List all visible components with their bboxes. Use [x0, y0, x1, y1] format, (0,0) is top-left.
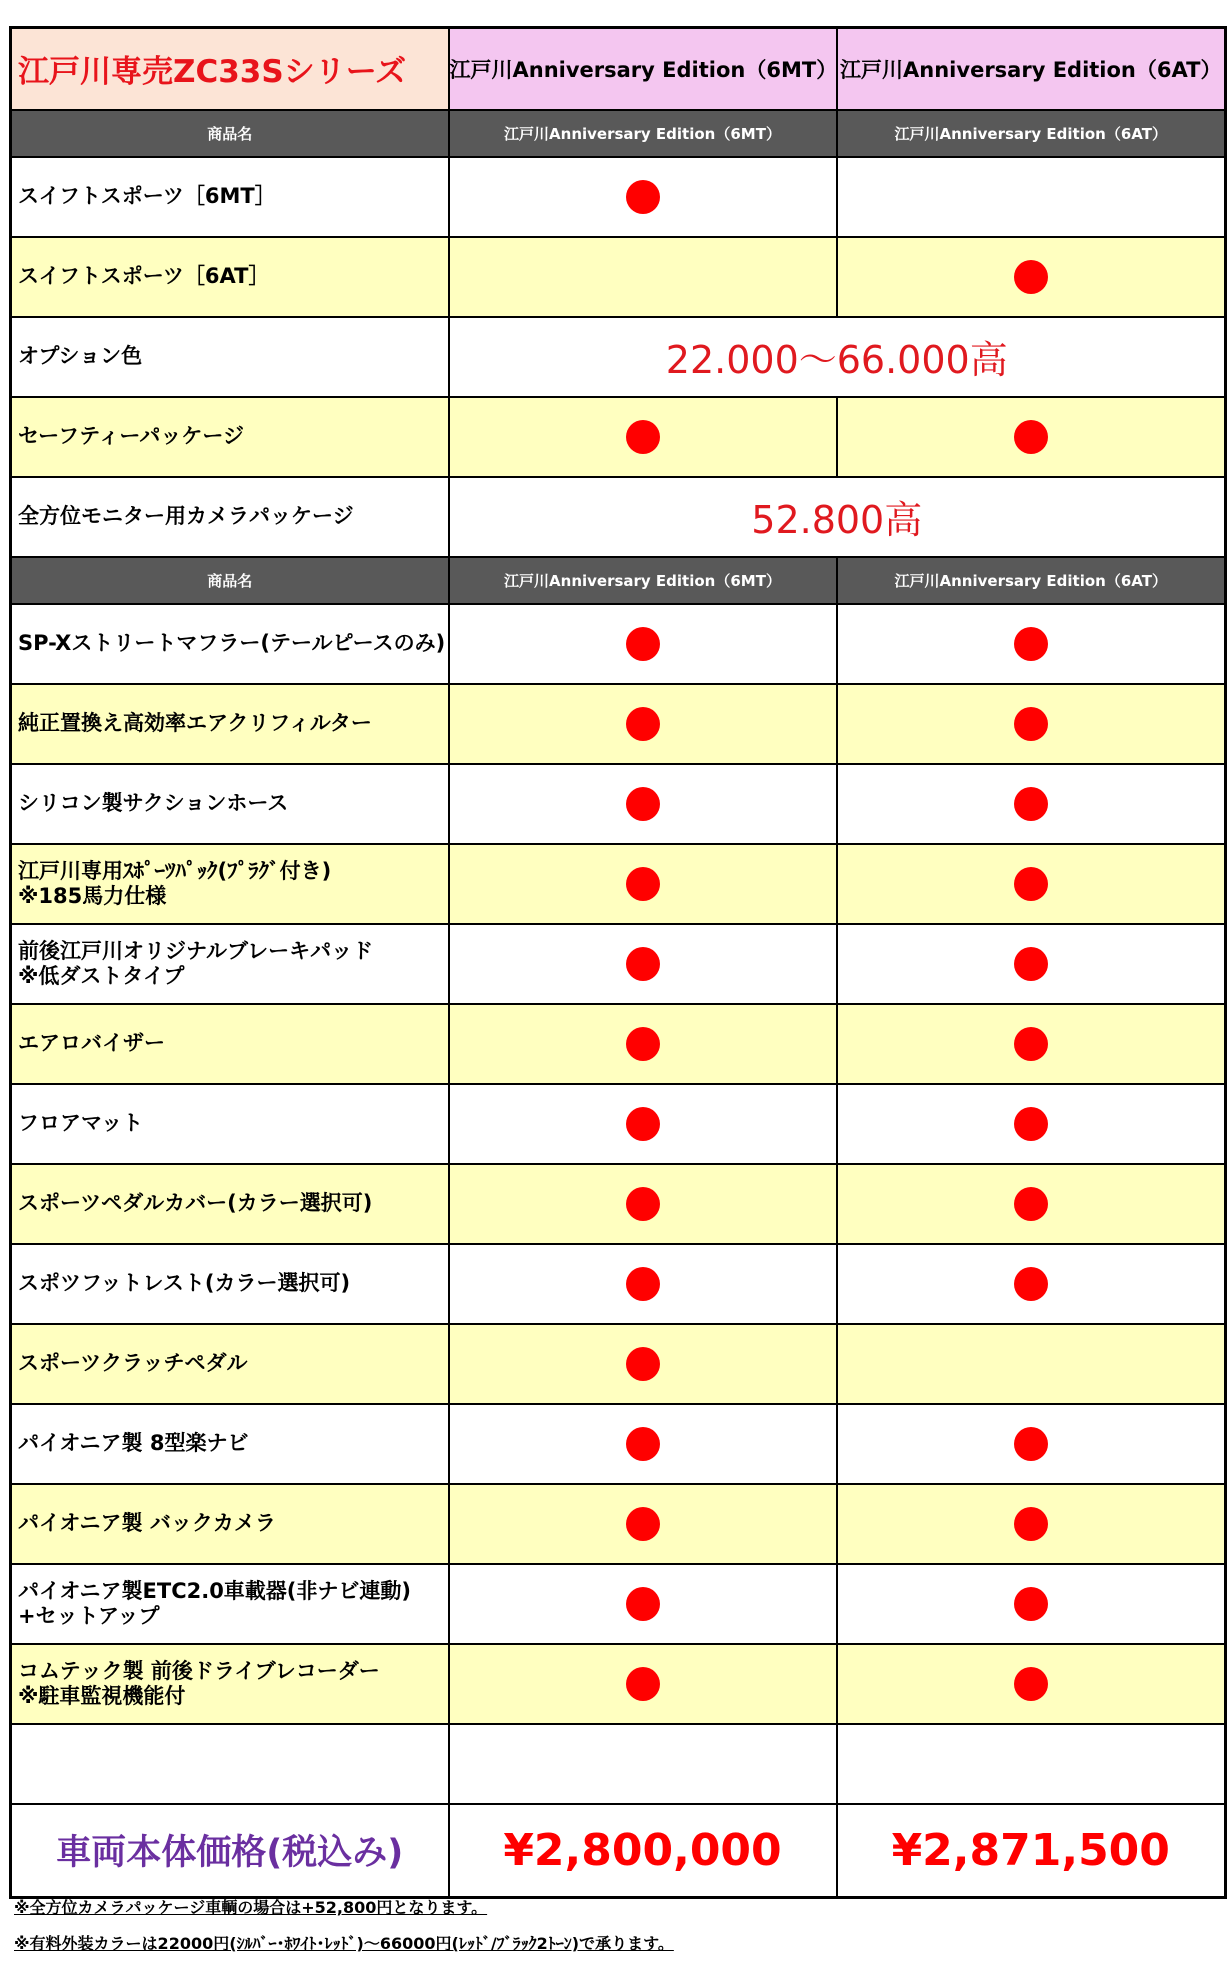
item-label: 前後江戸川オリジナルブレーキパッド ※低ダストタイプ — [11, 924, 449, 1004]
item-label: セーフティーパッケージ — [11, 397, 449, 477]
item-label: パイオニア製ETC2.0車載器(非ナビ連動) +セットアップ — [11, 1564, 449, 1644]
included-mark-icon — [626, 627, 660, 661]
cell-6mt — [449, 1564, 837, 1644]
item-label: コムテック製 前後ドライブレコーダー ※駐車監視機能付 — [11, 1644, 449, 1724]
included-mark-icon — [1014, 627, 1048, 661]
table-row — [11, 1404, 1226, 1484]
included-mark-icon — [1014, 260, 1048, 294]
item-label: スポーツクラッチペダル — [11, 1324, 449, 1404]
included-mark-icon — [626, 180, 660, 214]
included-mark-icon — [626, 420, 660, 454]
cell-6mt — [449, 1084, 837, 1164]
included-mark-icon — [1014, 1187, 1048, 1221]
cell-6mt — [449, 924, 837, 1004]
cell-6mt — [449, 1004, 837, 1084]
cell-6mt — [449, 1164, 837, 1244]
cell-6at — [837, 684, 1226, 764]
table-row — [11, 157, 1226, 237]
cell-6mt — [449, 1484, 837, 1564]
price-6mt: ¥2,800,000 — [449, 1804, 837, 1898]
cell-6mt — [449, 1644, 837, 1724]
included-mark-icon — [626, 1427, 660, 1461]
included-mark-icon — [626, 1507, 660, 1541]
table-row — [11, 397, 1226, 477]
cell-6at — [837, 604, 1226, 684]
note-paid-color: ※有料外装カラーは22000円(ｼﾙﾊﾞｰ･ﾎﾜｲﾄ･ﾚｯﾄﾞ)～66000円(ﾚｯﾄﾞ/ﾌﾞﾗｯｸ2ﾄｰﾝ)で承ります。 — [14, 1934, 674, 1953]
column-header-row — [11, 557, 1226, 604]
cell-6at — [837, 924, 1226, 1004]
column-header-6at: 江戸川Anniversary Edition（6AT） — [837, 557, 1226, 604]
item-label: スポツフットレスト(カラー選択可) — [11, 1244, 449, 1324]
price-row — [11, 1804, 1226, 1898]
table-row — [11, 924, 1226, 1004]
included-mark-icon — [626, 707, 660, 741]
included-mark-icon — [626, 1187, 660, 1221]
cell-6mt — [449, 1724, 837, 1804]
included-mark-icon — [1014, 1267, 1048, 1301]
included-mark-icon — [1014, 787, 1048, 821]
included-mark-icon — [626, 1667, 660, 1701]
table-row — [11, 1644, 1226, 1724]
included-mark-icon — [1014, 1427, 1048, 1461]
included-mark-icon — [1014, 1027, 1048, 1061]
table-row — [11, 1484, 1226, 1564]
cell-6at — [837, 1084, 1226, 1164]
item-label: 純正置換え高効率エアクリフィルター — [11, 684, 449, 764]
item-label: スイフトスポーツ［6AT］ — [11, 237, 449, 317]
price-note-value: 22.000～66.000高 — [449, 317, 1226, 397]
table-row — [11, 1564, 1226, 1644]
note-camera-package: ※全方位カメラパッケージ車輌の場合は+52,800円となります。 — [14, 1898, 488, 1917]
included-mark-icon — [1014, 1507, 1048, 1541]
cell-6at — [837, 1564, 1226, 1644]
item-label: パイオニア製 バックカメラ — [11, 1484, 449, 1564]
spec-table-body — [11, 28, 1226, 1898]
included-mark-icon — [626, 1587, 660, 1621]
included-mark-icon — [626, 1027, 660, 1061]
included-mark-icon — [1014, 947, 1048, 981]
column-header-item: 商品名 — [11, 557, 449, 604]
table-row — [11, 477, 1226, 557]
cell-6mt — [449, 684, 837, 764]
cell-6at — [837, 1404, 1226, 1484]
cell-6mt — [449, 844, 837, 924]
cell-6at — [837, 1164, 1226, 1244]
included-mark-icon — [1014, 1587, 1048, 1621]
table-row — [11, 1164, 1226, 1244]
item-label — [11, 1724, 449, 1804]
cell-6at — [837, 237, 1226, 317]
column-header-6at: 江戸川Anniversary Edition（6AT） — [837, 110, 1226, 157]
table-row — [11, 1004, 1226, 1084]
cell-6mt — [449, 157, 837, 237]
spec-table — [9, 26, 1227, 1899]
cell-6at — [837, 397, 1226, 477]
table-row — [11, 1724, 1226, 1804]
table-row — [11, 684, 1226, 764]
table-row — [11, 764, 1226, 844]
table-row — [11, 237, 1226, 317]
included-mark-icon — [626, 787, 660, 821]
column-header-item: 商品名 — [11, 110, 449, 157]
table-row — [11, 1324, 1226, 1404]
item-label: 全方位モニター用カメラパッケージ — [11, 477, 449, 557]
item-label: SP-Xストリートマフラー(テールピースのみ) — [11, 604, 449, 684]
cell-6mt — [449, 397, 837, 477]
included-mark-icon — [1014, 867, 1048, 901]
item-label: エアロバイザー — [11, 1004, 449, 1084]
table-row — [11, 317, 1226, 397]
item-label: 江戸川専用ｽﾎﾟｰﾂﾊﾟｯｸ(ﾌﾟﾗｸﾞ付き) ※185馬力仕様 — [11, 844, 449, 924]
cell-6at — [837, 1324, 1226, 1404]
cell-6at — [837, 1004, 1226, 1084]
cell-6at — [837, 764, 1226, 844]
column-header-row — [11, 110, 1226, 157]
included-mark-icon — [1014, 1667, 1048, 1701]
included-mark-icon — [1014, 707, 1048, 741]
cell-6at — [837, 1484, 1226, 1564]
cell-6mt — [449, 1324, 837, 1404]
title-row — [11, 28, 1226, 110]
item-label: パイオニア製 8型楽ナビ — [11, 1404, 449, 1484]
top-header-6mt: 江戸川Anniversary Edition（6MT） — [449, 28, 837, 110]
cell-6at — [837, 1644, 1226, 1724]
included-mark-icon — [626, 1347, 660, 1381]
item-label: スイフトスポーツ［6MT］ — [11, 157, 449, 237]
included-mark-icon — [626, 1267, 660, 1301]
cell-6mt — [449, 1244, 837, 1324]
column-header-6mt: 江戸川Anniversary Edition（6MT） — [449, 110, 837, 157]
table-row — [11, 844, 1226, 924]
column-header-6mt: 江戸川Anniversary Edition（6MT） — [449, 557, 837, 604]
item-label: オプション色 — [11, 317, 449, 397]
cell-6at — [837, 1244, 1226, 1324]
cell-6mt — [449, 604, 837, 684]
item-label: フロアマット — [11, 1084, 449, 1164]
cell-6at — [837, 844, 1226, 924]
item-label: シリコン製サクションホース — [11, 764, 449, 844]
top-header-6at: 江戸川Anniversary Edition（6AT） — [837, 28, 1226, 110]
cell-6at — [837, 1724, 1226, 1804]
included-mark-icon — [1014, 420, 1048, 454]
cell-6mt — [449, 764, 837, 844]
included-mark-icon — [626, 1107, 660, 1141]
cell-6mt — [449, 1404, 837, 1484]
included-mark-icon — [626, 867, 660, 901]
cell-6mt — [449, 237, 837, 317]
price-note-value: 52.800高 — [449, 477, 1226, 557]
page-title: 江戸川専売ZC33Sシリーズ — [11, 28, 449, 110]
table-row — [11, 1244, 1226, 1324]
price-6at: ¥2,871,500 — [837, 1804, 1226, 1898]
cell-6at — [837, 157, 1226, 237]
item-label: スポーツペダルカバー(カラー選択可) — [11, 1164, 449, 1244]
table-row — [11, 604, 1226, 684]
table-row — [11, 1084, 1226, 1164]
included-mark-icon — [626, 947, 660, 981]
price-label: 車両本体価格(税込み) — [11, 1804, 449, 1898]
included-mark-icon — [1014, 1107, 1048, 1141]
